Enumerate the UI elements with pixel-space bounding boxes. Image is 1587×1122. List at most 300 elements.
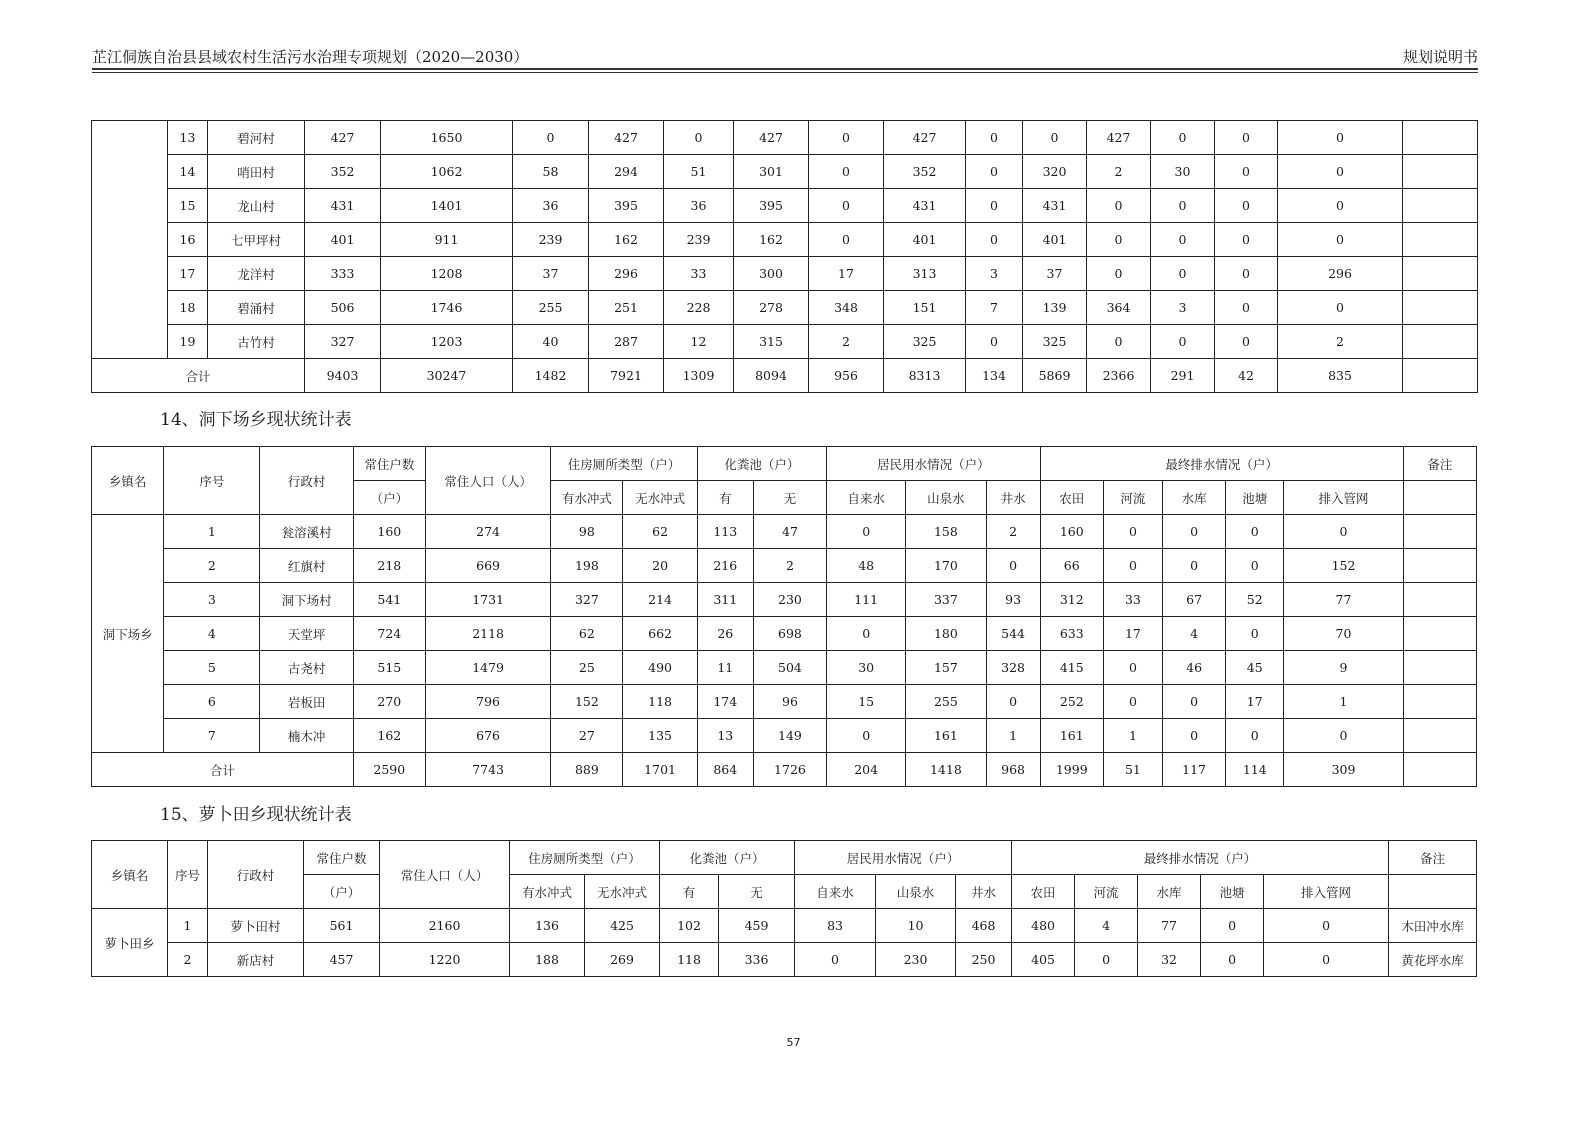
cell-households: 506 xyxy=(305,291,381,325)
total-households: 9403 xyxy=(305,359,381,393)
header-village: 行政村 xyxy=(208,841,304,909)
cell-remark xyxy=(1403,325,1478,359)
table-row xyxy=(92,549,1477,583)
cell-reservoir: 0 xyxy=(1163,685,1226,719)
cell-field: 320 xyxy=(1023,155,1087,189)
table-row xyxy=(92,257,1478,291)
cell-septic-has: 311 xyxy=(697,583,753,617)
cell-noflush: 62 xyxy=(623,515,697,549)
cell-septic-has: 0 xyxy=(664,121,734,155)
cell-septic-has: 26 xyxy=(697,617,753,651)
cell-septic-has: 118 xyxy=(660,943,719,977)
cell-septic-none: 47 xyxy=(753,515,826,549)
cell-reservoir: 3 xyxy=(1151,291,1215,325)
cell-flush: 0 xyxy=(513,121,589,155)
cell-river: 0 xyxy=(1103,515,1162,549)
header-well: 井水 xyxy=(986,481,1040,515)
cell-spring: 255 xyxy=(906,685,986,719)
cell-septic-none: 336 xyxy=(719,943,795,977)
cell-village: 碧河村 xyxy=(208,121,305,155)
total-sewer: 309 xyxy=(1284,753,1403,787)
cell-river: 0 xyxy=(1103,651,1162,685)
cell-households: 270 xyxy=(353,685,425,719)
cell-septic-none: 149 xyxy=(753,719,826,753)
cell-noflush: 662 xyxy=(623,617,697,651)
cell-river: 0 xyxy=(1087,223,1151,257)
cell-reservoir: 0 xyxy=(1151,257,1215,291)
header-households: 常住户数 xyxy=(353,447,425,481)
cell-sewer: 2 xyxy=(1278,325,1403,359)
cell-well: 3 xyxy=(966,257,1023,291)
cell-septic-none: 230 xyxy=(753,583,826,617)
cell-sewer: 0 xyxy=(1278,291,1403,325)
cell-village: 新店村 xyxy=(208,943,304,977)
cell-population: 1203 xyxy=(381,325,513,359)
cell-septic-none: 301 xyxy=(734,155,809,189)
cell-noflush: 287 xyxy=(589,325,664,359)
cell-well: 468 xyxy=(956,909,1012,943)
cell-seq: 14 xyxy=(168,155,208,189)
total-flush: 1482 xyxy=(513,359,589,393)
header-septic-has: 有 xyxy=(660,875,719,909)
cell-reservoir: 0 xyxy=(1163,549,1226,583)
total-septic-has: 1309 xyxy=(664,359,734,393)
cell-seq: 2 xyxy=(164,549,260,583)
cell-well: 1 xyxy=(986,719,1040,753)
header-sewer: 排入管网 xyxy=(1284,481,1403,515)
cell-households: 427 xyxy=(305,121,381,155)
cell-field: 37 xyxy=(1023,257,1087,291)
cell-pond: 0 xyxy=(1215,291,1278,325)
header-field: 农田 xyxy=(1012,875,1075,909)
town-name: 萝卜田乡 xyxy=(92,909,168,977)
header-tap: 自来水 xyxy=(795,875,876,909)
cell-remark xyxy=(1403,515,1476,549)
cell-remark xyxy=(1403,291,1478,325)
cell-population: 1220 xyxy=(380,943,510,977)
header-town: 乡镇名 xyxy=(92,841,168,909)
cell-sewer: 9 xyxy=(1284,651,1403,685)
cell-village: 碧涌村 xyxy=(208,291,305,325)
cell-spring: 431 xyxy=(884,189,966,223)
total-row xyxy=(92,359,1478,393)
cell-village: 古竹村 xyxy=(208,325,305,359)
cell-sewer: 70 xyxy=(1284,617,1403,651)
cell-population: 796 xyxy=(425,685,550,719)
table-row xyxy=(92,121,1478,155)
header-village: 行政村 xyxy=(260,447,353,515)
cell-well: 2 xyxy=(986,515,1040,549)
cell-tap: 83 xyxy=(795,909,876,943)
cell-pond: 0 xyxy=(1201,909,1264,943)
cell-remark xyxy=(1403,257,1478,291)
cell-flush: 255 xyxy=(513,291,589,325)
table-15 xyxy=(91,840,1477,977)
cell-well: 0 xyxy=(986,685,1040,719)
table-row xyxy=(92,291,1478,325)
header-households-unit: （户） xyxy=(304,875,380,909)
cell-well: 0 xyxy=(966,189,1023,223)
cell-village: 龙山村 xyxy=(208,189,305,223)
header-noflush: 无水冲式 xyxy=(585,875,660,909)
total-households: 2590 xyxy=(353,753,425,787)
table-15-body xyxy=(92,909,1477,977)
total-field: 1999 xyxy=(1040,753,1103,787)
table-row xyxy=(92,909,1477,943)
header-toilet: 住房厕所类型（户） xyxy=(510,841,660,875)
table-15-header xyxy=(92,841,1477,909)
cell-population: 911 xyxy=(381,223,513,257)
cell-village: 洞下场村 xyxy=(260,583,353,617)
cell-noflush: 490 xyxy=(623,651,697,685)
cell-well: 0 xyxy=(966,155,1023,189)
cell-flush: 37 xyxy=(513,257,589,291)
cell-reservoir: 0 xyxy=(1151,223,1215,257)
cell-sewer: 0 xyxy=(1264,943,1389,977)
cell-river: 0 xyxy=(1087,257,1151,291)
cell-noflush: 395 xyxy=(589,189,664,223)
total-population: 30247 xyxy=(381,359,513,393)
total-pond: 114 xyxy=(1226,753,1284,787)
header-septic: 化粪池（户） xyxy=(660,841,795,875)
total-sewer: 835 xyxy=(1278,359,1403,393)
cell-households: 401 xyxy=(305,223,381,257)
cell-river: 364 xyxy=(1087,291,1151,325)
cell-village: 萝卜田村 xyxy=(208,909,304,943)
header-drain: 最终排水情况（户） xyxy=(1040,447,1403,481)
cell-population: 2118 xyxy=(425,617,550,651)
cell-reservoir: 32 xyxy=(1138,943,1201,977)
total-spring: 1418 xyxy=(906,753,986,787)
cell-households: 218 xyxy=(353,549,425,583)
table-row xyxy=(92,515,1477,549)
cell-river: 4 xyxy=(1075,909,1138,943)
cell-sewer: 152 xyxy=(1284,549,1403,583)
cell-river: 33 xyxy=(1103,583,1162,617)
cell-flush: 152 xyxy=(551,685,623,719)
cell-pond: 0 xyxy=(1226,515,1284,549)
table-13-continued xyxy=(91,120,1478,393)
cell-pond: 0 xyxy=(1201,943,1264,977)
cell-flush: 27 xyxy=(551,719,623,753)
cell-septic-none: 162 xyxy=(734,223,809,257)
cell-spring: 161 xyxy=(906,719,986,753)
cell-noflush: 296 xyxy=(589,257,664,291)
table-row xyxy=(92,685,1477,719)
cell-reservoir: 46 xyxy=(1163,651,1226,685)
cell-river: 17 xyxy=(1103,617,1162,651)
cell-seq: 2 xyxy=(168,943,208,977)
header-tap: 自来水 xyxy=(827,481,906,515)
cell-sewer: 0 xyxy=(1278,223,1403,257)
cell-remark xyxy=(1403,155,1478,189)
cell-seq: 17 xyxy=(168,257,208,291)
town-cell xyxy=(92,121,168,359)
total-remark xyxy=(1403,359,1478,393)
cell-population: 1062 xyxy=(381,155,513,189)
cell-remark xyxy=(1403,583,1476,617)
total-noflush: 1701 xyxy=(623,753,697,787)
cell-septic-has: 11 xyxy=(697,651,753,685)
cell-septic-none: 315 xyxy=(734,325,809,359)
cell-well: 0 xyxy=(966,121,1023,155)
cell-remark xyxy=(1403,685,1476,719)
total-pond: 42 xyxy=(1215,359,1278,393)
total-septic-none: 1726 xyxy=(753,753,826,787)
header-noflush: 无水冲式 xyxy=(623,481,697,515)
cell-remark xyxy=(1403,651,1476,685)
cell-well: 544 xyxy=(986,617,1040,651)
cell-flush: 25 xyxy=(551,651,623,685)
total-septic-none: 8094 xyxy=(734,359,809,393)
cell-tap: 30 xyxy=(827,651,906,685)
cell-spring: 325 xyxy=(884,325,966,359)
cell-noflush: 214 xyxy=(623,583,697,617)
header-river: 河流 xyxy=(1075,875,1138,909)
cell-population: 1746 xyxy=(381,291,513,325)
cell-field: 633 xyxy=(1040,617,1103,651)
header-water: 居民用水情况（户） xyxy=(827,447,1041,481)
cell-septic-has: 216 xyxy=(697,549,753,583)
cell-tap: 0 xyxy=(809,121,884,155)
cell-spring: 427 xyxy=(884,121,966,155)
cell-households: 160 xyxy=(353,515,425,549)
cell-seq: 18 xyxy=(168,291,208,325)
cell-river: 0 xyxy=(1087,189,1151,223)
cell-field: 0 xyxy=(1023,121,1087,155)
header-water: 居民用水情况（户） xyxy=(795,841,1012,875)
cell-remark xyxy=(1403,549,1476,583)
cell-village: 楠木冲 xyxy=(260,719,353,753)
cell-pond: 52 xyxy=(1226,583,1284,617)
header-remark: 备注 xyxy=(1403,447,1476,481)
cell-reservoir: 0 xyxy=(1151,325,1215,359)
cell-river: 0 xyxy=(1075,943,1138,977)
cell-tap: 15 xyxy=(827,685,906,719)
cell-tap: 2 xyxy=(809,325,884,359)
table-row xyxy=(92,189,1478,223)
header-remark: 备注 xyxy=(1389,841,1477,875)
cell-field: 139 xyxy=(1023,291,1087,325)
cell-tap: 0 xyxy=(809,155,884,189)
cell-remark: 木田冲水库 xyxy=(1389,909,1477,943)
cell-remark: 黄花坪水库 xyxy=(1389,943,1477,977)
header-population: 常住人口（人） xyxy=(380,841,510,909)
cell-septic-has: 13 xyxy=(697,719,753,753)
cell-reservoir: 0 xyxy=(1163,515,1226,549)
header-sewer: 排入管网 xyxy=(1264,875,1389,909)
table-13-body xyxy=(92,121,1478,393)
cell-seq: 19 xyxy=(168,325,208,359)
cell-village: 龙洋村 xyxy=(208,257,305,291)
total-field: 5869 xyxy=(1023,359,1087,393)
cell-septic-none: 2 xyxy=(753,549,826,583)
cell-field: 431 xyxy=(1023,189,1087,223)
cell-tap: 111 xyxy=(827,583,906,617)
cell-septic-has: 113 xyxy=(697,515,753,549)
cell-reservoir: 0 xyxy=(1151,189,1215,223)
header-reservoir: 水库 xyxy=(1163,481,1226,515)
cell-spring: 151 xyxy=(884,291,966,325)
header-remark-blank xyxy=(1403,481,1476,515)
table-14-header xyxy=(92,447,1477,515)
cell-remark xyxy=(1403,223,1478,257)
cell-pond: 0 xyxy=(1215,257,1278,291)
page-header xyxy=(92,44,1478,70)
cell-households: 333 xyxy=(305,257,381,291)
cell-field: 66 xyxy=(1040,549,1103,583)
table-row xyxy=(92,583,1477,617)
cell-river: 1 xyxy=(1103,719,1162,753)
cell-households: 431 xyxy=(305,189,381,223)
cell-tap: 0 xyxy=(827,719,906,753)
header-spring: 山泉水 xyxy=(906,481,986,515)
total-reservoir: 117 xyxy=(1163,753,1226,787)
cell-seq: 5 xyxy=(164,651,260,685)
document-type: 规划说明书 xyxy=(1402,48,1478,66)
cell-septic-has: 12 xyxy=(664,325,734,359)
cell-tap: 348 xyxy=(809,291,884,325)
cell-flush: 188 xyxy=(510,943,585,977)
cell-spring: 313 xyxy=(884,257,966,291)
cell-population: 1731 xyxy=(425,583,550,617)
header-septic-none: 无 xyxy=(753,481,826,515)
table-row xyxy=(92,617,1477,651)
page-number: 57 xyxy=(786,1036,801,1049)
total-reservoir: 291 xyxy=(1151,359,1215,393)
cell-river: 0 xyxy=(1103,685,1162,719)
cell-pond: 0 xyxy=(1215,121,1278,155)
cell-septic-has: 36 xyxy=(664,189,734,223)
cell-village: 七甲坪村 xyxy=(208,223,305,257)
header-septic: 化粪池（户） xyxy=(697,447,826,481)
cell-tap: 0 xyxy=(827,515,906,549)
cell-flush: 62 xyxy=(551,617,623,651)
table-14-body xyxy=(92,515,1477,787)
cell-spring: 230 xyxy=(876,943,956,977)
cell-septic-none: 427 xyxy=(734,121,809,155)
cell-pond: 0 xyxy=(1215,223,1278,257)
total-label: 合计 xyxy=(92,753,354,787)
cell-field: 252 xyxy=(1040,685,1103,719)
cell-households: 162 xyxy=(353,719,425,753)
cell-well: 250 xyxy=(956,943,1012,977)
cell-well: 7 xyxy=(966,291,1023,325)
cell-village: 瓮溶溪村 xyxy=(260,515,353,549)
table-14 xyxy=(91,446,1477,787)
cell-spring: 157 xyxy=(906,651,986,685)
cell-seq: 3 xyxy=(164,583,260,617)
cell-flush: 58 xyxy=(513,155,589,189)
cell-river: 427 xyxy=(1087,121,1151,155)
cell-sewer: 0 xyxy=(1278,189,1403,223)
cell-flush: 239 xyxy=(513,223,589,257)
cell-septic-none: 698 xyxy=(753,617,826,651)
header-septic-none: 无 xyxy=(719,875,795,909)
cell-septic-none: 395 xyxy=(734,189,809,223)
cell-septic-has: 102 xyxy=(660,909,719,943)
total-noflush: 7921 xyxy=(589,359,664,393)
cell-households: 561 xyxy=(304,909,380,943)
cell-river: 0 xyxy=(1103,549,1162,583)
cell-well: 0 xyxy=(966,223,1023,257)
header-seq: 序号 xyxy=(168,841,208,909)
cell-village: 天堂坪 xyxy=(260,617,353,651)
cell-tap: 48 xyxy=(827,549,906,583)
cell-population: 669 xyxy=(425,549,550,583)
cell-sewer: 0 xyxy=(1264,909,1389,943)
cell-reservoir: 4 xyxy=(1163,617,1226,651)
cell-remark xyxy=(1403,719,1476,753)
cell-noflush: 251 xyxy=(589,291,664,325)
cell-well: 328 xyxy=(986,651,1040,685)
table-row xyxy=(92,651,1477,685)
header-toilet: 住房厕所类型（户） xyxy=(551,447,697,481)
table-row xyxy=(92,943,1477,977)
cell-sewer: 296 xyxy=(1278,257,1403,291)
total-flush: 889 xyxy=(551,753,623,787)
cell-seq: 4 xyxy=(164,617,260,651)
total-well: 968 xyxy=(986,753,1040,787)
cell-households: 541 xyxy=(353,583,425,617)
cell-sewer: 0 xyxy=(1278,155,1403,189)
header-remark-blank xyxy=(1389,875,1477,909)
header-septic-has: 有 xyxy=(697,481,753,515)
cell-noflush: 135 xyxy=(623,719,697,753)
cell-reservoir: 0 xyxy=(1163,719,1226,753)
cell-reservoir: 77 xyxy=(1138,909,1201,943)
total-well: 134 xyxy=(966,359,1023,393)
table-row xyxy=(92,325,1478,359)
total-label: 合计 xyxy=(92,359,305,393)
cell-field: 312 xyxy=(1040,583,1103,617)
cell-tap: 0 xyxy=(809,189,884,223)
cell-reservoir: 0 xyxy=(1151,121,1215,155)
cell-noflush: 162 xyxy=(589,223,664,257)
table-row xyxy=(92,223,1478,257)
cell-spring: 170 xyxy=(906,549,986,583)
cell-pond: 0 xyxy=(1215,189,1278,223)
cell-pond: 0 xyxy=(1215,325,1278,359)
header-households-unit: （户） xyxy=(353,481,425,515)
cell-field: 160 xyxy=(1040,515,1103,549)
cell-population: 1650 xyxy=(381,121,513,155)
cell-flush: 136 xyxy=(510,909,585,943)
cell-sewer: 0 xyxy=(1284,515,1403,549)
cell-reservoir: 30 xyxy=(1151,155,1215,189)
total-spring: 8313 xyxy=(884,359,966,393)
cell-seq: 6 xyxy=(164,685,260,719)
cell-septic-has: 51 xyxy=(664,155,734,189)
header-well: 井水 xyxy=(956,875,1012,909)
cell-septic-has: 239 xyxy=(664,223,734,257)
cell-pond: 45 xyxy=(1226,651,1284,685)
cell-flush: 40 xyxy=(513,325,589,359)
cell-seq: 7 xyxy=(164,719,260,753)
cell-septic-none: 459 xyxy=(719,909,795,943)
section-14-title: 14、洞下场乡现状统计表 xyxy=(160,410,352,430)
total-river: 2366 xyxy=(1087,359,1151,393)
cell-spring: 10 xyxy=(876,909,956,943)
cell-sewer: 0 xyxy=(1284,719,1403,753)
cell-population: 274 xyxy=(425,515,550,549)
cell-spring: 352 xyxy=(884,155,966,189)
cell-sewer: 1 xyxy=(1284,685,1403,719)
cell-septic-none: 504 xyxy=(753,651,826,685)
cell-flush: 36 xyxy=(513,189,589,223)
section-15-title: 15、萝卜田乡现状统计表 xyxy=(160,805,352,825)
cell-septic-has: 174 xyxy=(697,685,753,719)
